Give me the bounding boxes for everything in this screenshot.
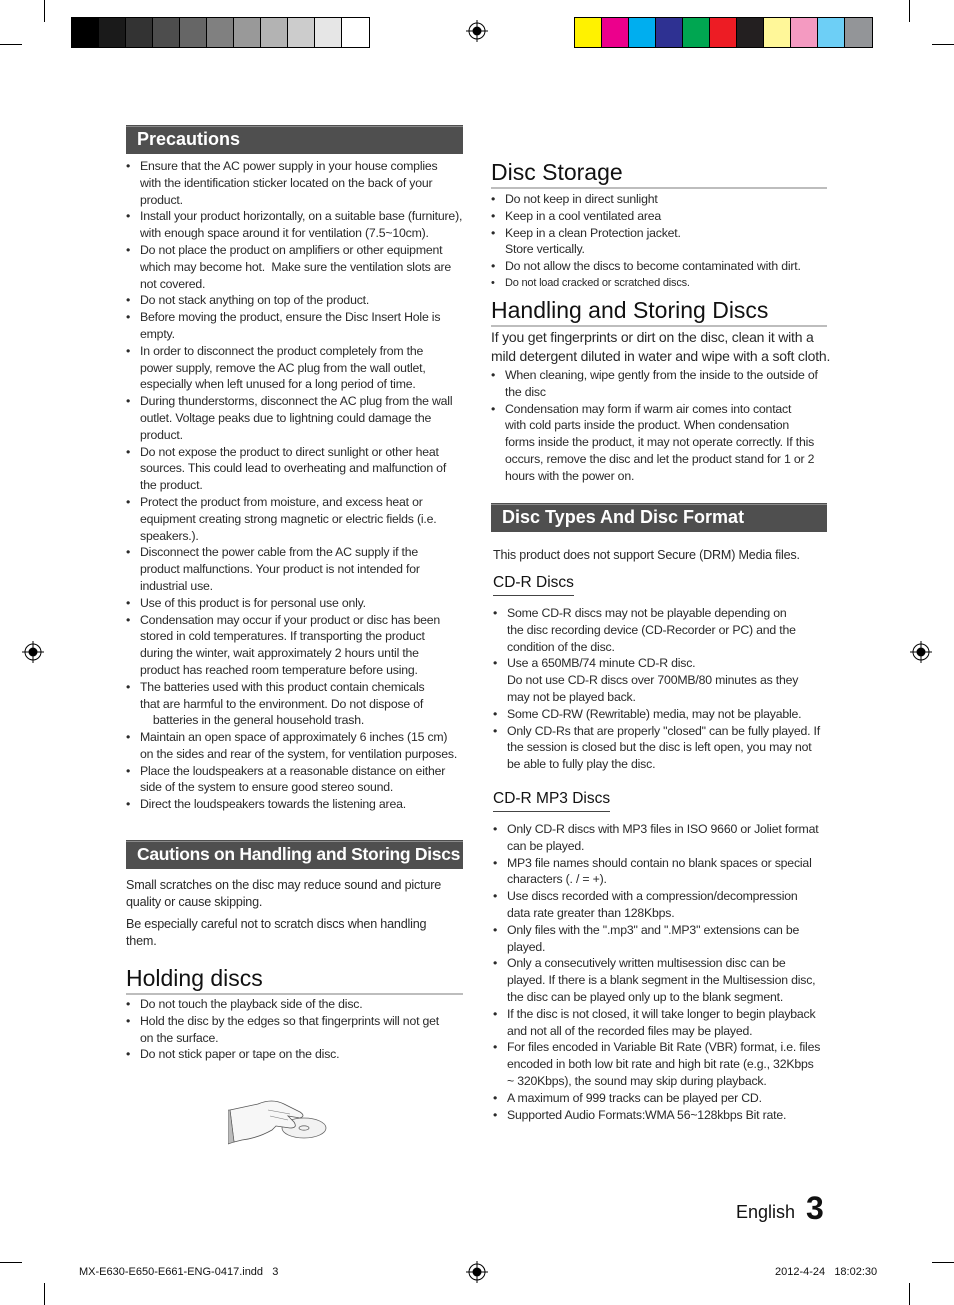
list-item-text: on the sides and rear of the system, for ventilation purposes.: [140, 746, 458, 761]
drm-notice: This product does not support Secure (DRM) Media files.: [493, 548, 800, 562]
list-item-text: • If the disc is not closed, it will take longer to begin playback: [507, 1006, 816, 1021]
gray-swatch: [72, 18, 99, 47]
color-swatch: [656, 18, 683, 47]
list-item-text: • Before moving the product, ensure the Disc Insert Hole is: [140, 310, 441, 325]
list-item-text: • Do not keep in direct sunlight: [505, 192, 658, 206]
holding-discs-list: [126, 996, 471, 1063]
footer-language: English: [736, 1202, 796, 1222]
list-item: [126, 444, 471, 494]
list-item-text: occurs, remove the disc and let the product stand for 1 or 2: [505, 451, 815, 466]
list-item: [126, 208, 471, 242]
handling-storing-list: [491, 367, 836, 485]
list-item-text: • Only a consecutively written multisession disc can be: [507, 956, 786, 971]
list-item-text: not covered.: [140, 276, 206, 291]
list-item-text: • The batteries used with this product contain chemicals: [140, 679, 425, 694]
list-item: [126, 393, 471, 443]
list-item: [126, 763, 471, 797]
list-item-text: • Do not touch the playback side of the disc.: [140, 997, 363, 1011]
list-item: [493, 1107, 838, 1124]
list-item-text: • When cleaning, wipe gently from the inside to the outside of: [505, 368, 818, 382]
list-item-text: • Protect the product from moisture, and excess heat or: [140, 494, 423, 509]
holding-discs-heading: Holding discs: [126, 965, 463, 995]
process-color-bar: [574, 17, 873, 48]
list-item-text: on the surface.: [140, 1030, 219, 1045]
list-item-text: can be played.: [507, 838, 585, 853]
list-item-text: product.: [140, 192, 183, 207]
list-item: [126, 1046, 471, 1063]
cautions-paragraph-1: Small scratches on the disc may reduce sound and picture quality or cause skipping.: [126, 878, 442, 909]
list-item-text: forms inside the product, it may not operate correctly. If this: [505, 435, 815, 450]
list-item-text: • Condensation may occur if your product or disc has been: [140, 612, 441, 627]
list-item: [126, 292, 471, 309]
list-item: [126, 309, 471, 343]
list-item: [126, 343, 471, 393]
list-item: [493, 655, 838, 705]
precautions-heading: Precautions: [126, 125, 463, 154]
list-item: [126, 612, 471, 679]
gray-swatch: [261, 18, 288, 47]
list-item-text: which may become hot. Make sure the ventilation slots are: [140, 259, 452, 274]
list-item-text: speakers.).: [140, 528, 199, 543]
list-item-text: data rate greater than 128Kbps.: [507, 905, 675, 920]
list-item-text: the session is closed but the disc is left open, you may not: [507, 740, 812, 755]
list-item: [126, 595, 471, 612]
list-item-text: • MP3 file names should contain no blank spaces or special: [507, 855, 812, 870]
cdr-discs-heading: CD-R Discs: [493, 574, 574, 596]
gray-swatch: [207, 18, 234, 47]
registration-mark-icon: [466, 20, 488, 42]
list-item-text: • Use of this product is for personal use only.: [140, 595, 366, 610]
list-item-text: condition of the disc.: [507, 639, 615, 654]
list-item: [126, 242, 471, 292]
list-item: [493, 955, 838, 1005]
list-item-text: • Keep in a cool ventilated area: [505, 208, 662, 223]
list-item: [126, 158, 471, 208]
list-item: [493, 605, 838, 655]
list-item-text: • Ensure that the AC power supply in your house complies: [140, 159, 438, 173]
list-item: [493, 706, 838, 723]
list-item-text: played. If there is a blank segment in the Multisession disc,: [507, 973, 816, 988]
list-item-text: • Disconnect the power cable from the AC supply if the: [140, 545, 419, 560]
list-item-text: with cold parts inside the product. When condensation: [505, 418, 790, 433]
page-number: 3: [806, 1190, 824, 1226]
list-item-text: stored in cold temperatures. If transporting the product: [140, 629, 425, 644]
gray-swatch: [234, 18, 261, 47]
list-item-text: • Do not allow the discs to become contaminated with dirt.: [505, 259, 801, 274]
list-item-text: • Do not place the product on amplifiers or other equipment: [140, 242, 443, 257]
gray-swatch: [153, 18, 180, 47]
list-item-text: • Use a 650MB/74 minute CD-R disc.: [507, 656, 696, 671]
list-item-text: • Do not stick paper or tape on the disc.: [140, 1047, 340, 1062]
list-item: [126, 796, 471, 813]
list-item: [491, 275, 836, 292]
list-item: [491, 258, 836, 275]
list-item-text: • For files encoded in Variable Bit Rate (VBR) format, i.e. files: [507, 1040, 821, 1055]
cdr-discs-list: [493, 605, 838, 773]
list-item: [493, 821, 838, 855]
list-item-text: • Direct the loudspeakers towards the listening area.: [140, 797, 406, 812]
slug-filename: MX-E630-E650-E661-ENG-0417.indd 3: [79, 1266, 279, 1278]
list-item-text: the product.: [140, 478, 203, 493]
list-item-text: batteries in the general household trash.: [140, 713, 365, 728]
cdr-mp3-list: [493, 821, 838, 1123]
list-item-text: with enough space around it for ventilation (7.5~10cm).: [140, 226, 429, 241]
disc-storage-heading: Disc Storage: [491, 159, 827, 189]
list-item-text: the disc recording device (CD-Recorder or PC) and the: [507, 622, 796, 637]
gray-swatch: [180, 18, 207, 47]
list-item-text: industrial use.: [140, 578, 213, 593]
list-item: [493, 723, 838, 773]
list-item-text: • Only files with the ".mp3" and ".MP3" extensions can be: [507, 922, 800, 937]
list-item: [491, 191, 836, 208]
list-item-text: the disc: [505, 384, 546, 399]
registration-mark-icon: [910, 641, 932, 663]
list-item-text: and not all of the recorded files may be played.: [507, 1023, 753, 1038]
list-item-text: power supply, remove the AC plug from the wall outlet,: [140, 360, 426, 375]
list-item-text: • During thunderstorms, disconnect the AC plug from the wall: [140, 394, 453, 409]
handling-storing-heading: Handling and Storing Discs: [491, 297, 827, 327]
list-item: [126, 679, 471, 729]
cautions-paragraph-2: Be especially careful not to scratch discs when handling them.: [126, 917, 427, 948]
gray-swatch: [315, 18, 342, 47]
list-item-text: • Use discs recorded with a compression/decompression: [507, 889, 798, 904]
color-swatch: [791, 18, 818, 47]
list-item-text: • Do not expose the product to direct sunlight or other heat: [140, 444, 439, 459]
list-item-text: encoded in both low bit rate and high bit rate (e.g., 32Kbps: [507, 1057, 814, 1072]
list-item-text: • Keep in a clean Protection jacket.: [505, 225, 681, 240]
gray-swatch: [126, 18, 153, 47]
color-swatch: [629, 18, 656, 47]
list-item-text: • A maximum of 999 tracks can be played per CD.: [507, 1090, 762, 1105]
precautions-list: [126, 158, 471, 813]
list-item: [126, 544, 471, 594]
list-item-text: the disc can be played only up to the blank segment.: [507, 989, 784, 1004]
gray-swatch: [342, 18, 369, 47]
color-swatch: [710, 18, 737, 47]
list-item-text: Do not use CD-R discs over 700MB/80 minutes as they: [507, 673, 799, 688]
gray-swatch: [288, 18, 315, 47]
list-item-text: Store vertically.: [505, 242, 585, 257]
list-item: [493, 1090, 838, 1107]
list-item: [126, 494, 471, 544]
cdr-mp3-heading: CD-R MP3 Discs: [493, 790, 610, 812]
list-item-text: product has reached room temperature before using.: [140, 662, 418, 677]
list-item: [126, 996, 471, 1013]
list-item-text: with the identification sticker located on the back of your: [140, 175, 433, 190]
list-item: [491, 208, 836, 225]
handling-intro: If you get fingerprints or dirt on the disc, clean it with a mild detergent diluted in water and wipe with a soft cloth.: [491, 329, 831, 364]
list-item-text: • Maintain an open space of approximately 6 inches (15 cm): [140, 730, 448, 745]
disc-types-heading: Disc Types And Disc Format: [491, 503, 827, 532]
list-item-text: • Do not load cracked or scratched discs.: [505, 276, 690, 289]
list-item-text: ~ 320Kbps), the sound may skip during playback.: [507, 1073, 767, 1088]
color-swatch: [602, 18, 629, 47]
gray-swatch: [99, 18, 126, 47]
list-item-text: sources. This could lead to overheating and malfunction of: [140, 461, 447, 476]
list-item-text: hours with the power on.: [505, 468, 635, 483]
color-swatch: [737, 18, 764, 47]
list-item-text: outlet. Voltage peaks due to lightning could damage the: [140, 410, 432, 425]
list-item: [126, 729, 471, 763]
list-item: [493, 1039, 838, 1089]
list-item-text: • Some CD-R discs may not be playable depending on: [507, 606, 787, 620]
list-item-text: • Place the loudspeakers at a reasonable distance on either: [140, 763, 446, 778]
list-item-text: characters (. / = +).: [507, 872, 607, 887]
color-swatch: [764, 18, 791, 47]
list-item-text: • Do not stack anything on top of the product.: [140, 293, 370, 308]
list-item: [491, 225, 836, 259]
list-item-text: be able to fully play the disc.: [507, 757, 656, 772]
registration-mark-icon: [22, 641, 44, 663]
color-swatch: [575, 18, 602, 47]
list-item: [493, 922, 838, 956]
list-item-text: played.: [507, 939, 546, 954]
list-item-text: empty.: [140, 326, 175, 341]
list-item-text: product malfunctions. Your product is not intended for: [140, 562, 420, 577]
hand-holding-disc-icon: [228, 1098, 328, 1150]
list-item-text: product.: [140, 427, 183, 442]
list-item-text: may not be played back.: [507, 689, 636, 704]
list-item: [126, 1013, 471, 1047]
list-item-text: • In order to disconnect the product completely from the: [140, 343, 424, 358]
list-item: [493, 888, 838, 922]
color-swatch: [818, 18, 845, 47]
list-item-text: • Hold the disc by the edges so that fingerprints will not get: [140, 1013, 440, 1028]
list-item-text: especially when left unused for a long period of time.: [140, 377, 416, 392]
list-item: [493, 855, 838, 889]
slug-timestamp: 2012-4-24 18:02:30: [775, 1266, 878, 1278]
list-item-text: • Only CD-Rs that are properly "closed" can be fully played. If: [507, 723, 820, 738]
gray-color-bar: [71, 17, 370, 48]
list-item-text: • Supported Audio Formats:WMA 56~128kbps Bit rate.: [507, 1107, 787, 1122]
list-item-text: side of the system to ensure good stereo sound.: [140, 780, 394, 795]
list-item: [493, 1006, 838, 1040]
list-item-text: • Some CD-RW (Rewritable) media, may not be playable.: [507, 706, 802, 721]
color-swatch: [845, 18, 872, 47]
list-item-text: that are harmful to the environment. Do not dispose of: [140, 696, 424, 711]
list-item-text: equipment creating strong magnetic or electric fields (i.e.: [140, 511, 437, 526]
cautions-heading: Cautions on Handling and Storing Discs: [126, 840, 463, 869]
list-item-text: during the winter, wait approximately 2 hours until the: [140, 646, 419, 661]
registration-mark-icon: [466, 1261, 488, 1283]
list-item: [491, 401, 836, 485]
list-item-text: • Install your product horizontally, on a suitable base (furniture),: [140, 209, 463, 224]
list-item: [491, 367, 836, 401]
list-item-text: • Condensation may form if warm air comes into contact: [505, 401, 792, 416]
disc-storage-list: [491, 191, 836, 292]
color-swatch: [683, 18, 710, 47]
list-item-text: • Only CD-R discs with MP3 files in ISO 9660 or Joliet format: [507, 822, 819, 836]
